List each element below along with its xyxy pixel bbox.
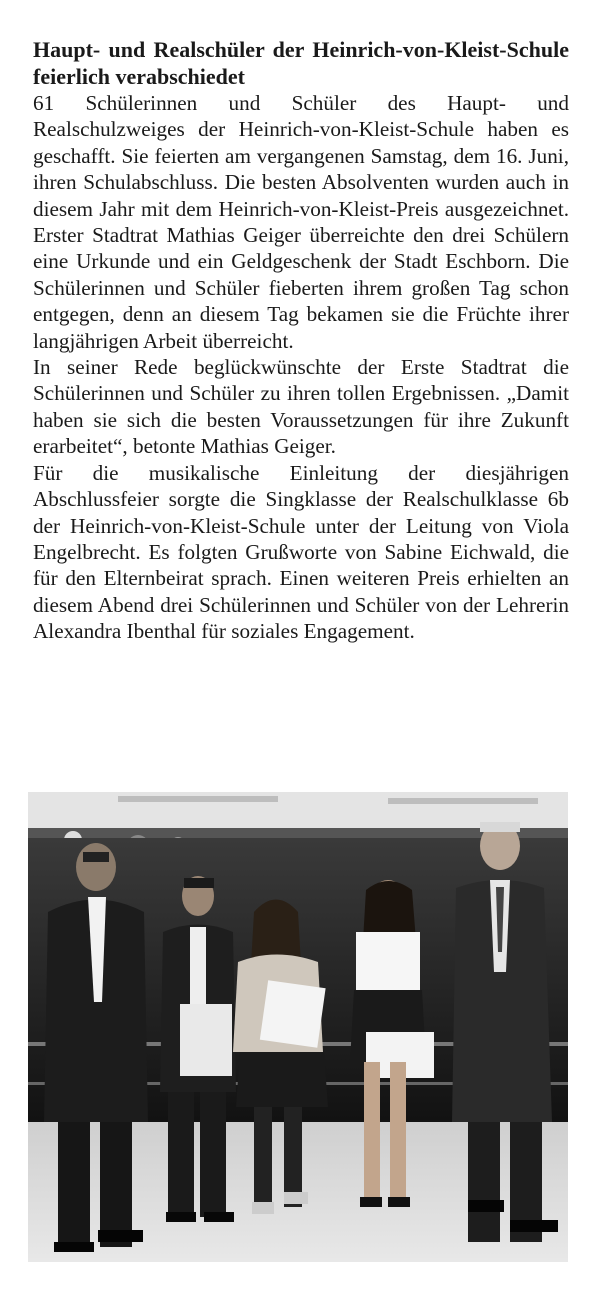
article-paragraph-2: In seiner Rede beglückwünschte der Erste Stadtrat die Schülerinnen und Schüler zu ihren tollen Ergebnissen. „Damit haben sie sich die besten Voraussetzungen für ihre Zukunft erarbeitet“, betonte Mathias Geiger. (33, 355, 569, 459)
article (33, 36, 569, 645)
article-paragraph-3: Für die musikalische Einleitung der diesjährigen Abschlussfeier sorgte die Singklasse der Realschulklasse 6b der Heinrich-von-Kleist-Schule unter der Leitung von Viola Engelbrecht. Es folgten Grußworte von Sabine Eichwald, die für den Elternbeirat sprach. Einen weiteren Preis erhielten an diesem Abend drei Schülerinnen und Schüler von der Lehrerin Alexandra Ibenthal für soziales Engagement. (33, 460, 569, 644)
group-photo (28, 792, 568, 1262)
article-headline: Haupt- und Realschüler der Heinrich-von-Kleist-Schule feierlich verabschiedet (33, 37, 569, 89)
article-paragraph-1: 61 Schülerinnen und Schüler des Haupt- und Realschulzweiges der Heinrich-von-Kleist-Schule haben es geschafft. Sie feierten am vergangenen Samstag, dem 16. Juni, ihren Schulabschluss. Die besten Absolventen wurden auch in diesem Jahr mit dem Heinrich-von-Kleist-Preis ausgezeichnet. Erster Stadtrat Mathias Geiger überreichte den drei Schülern eine Urkunde und ein Geldgeschenk der Stadt Eschborn. Die Schülerinnen und Schüler fieberten ihrem großen Tag schon entgegen, denn an diesem Tag bekamen sie die Früchte ihrer langjährigen Arbeit überreicht. (33, 91, 569, 353)
